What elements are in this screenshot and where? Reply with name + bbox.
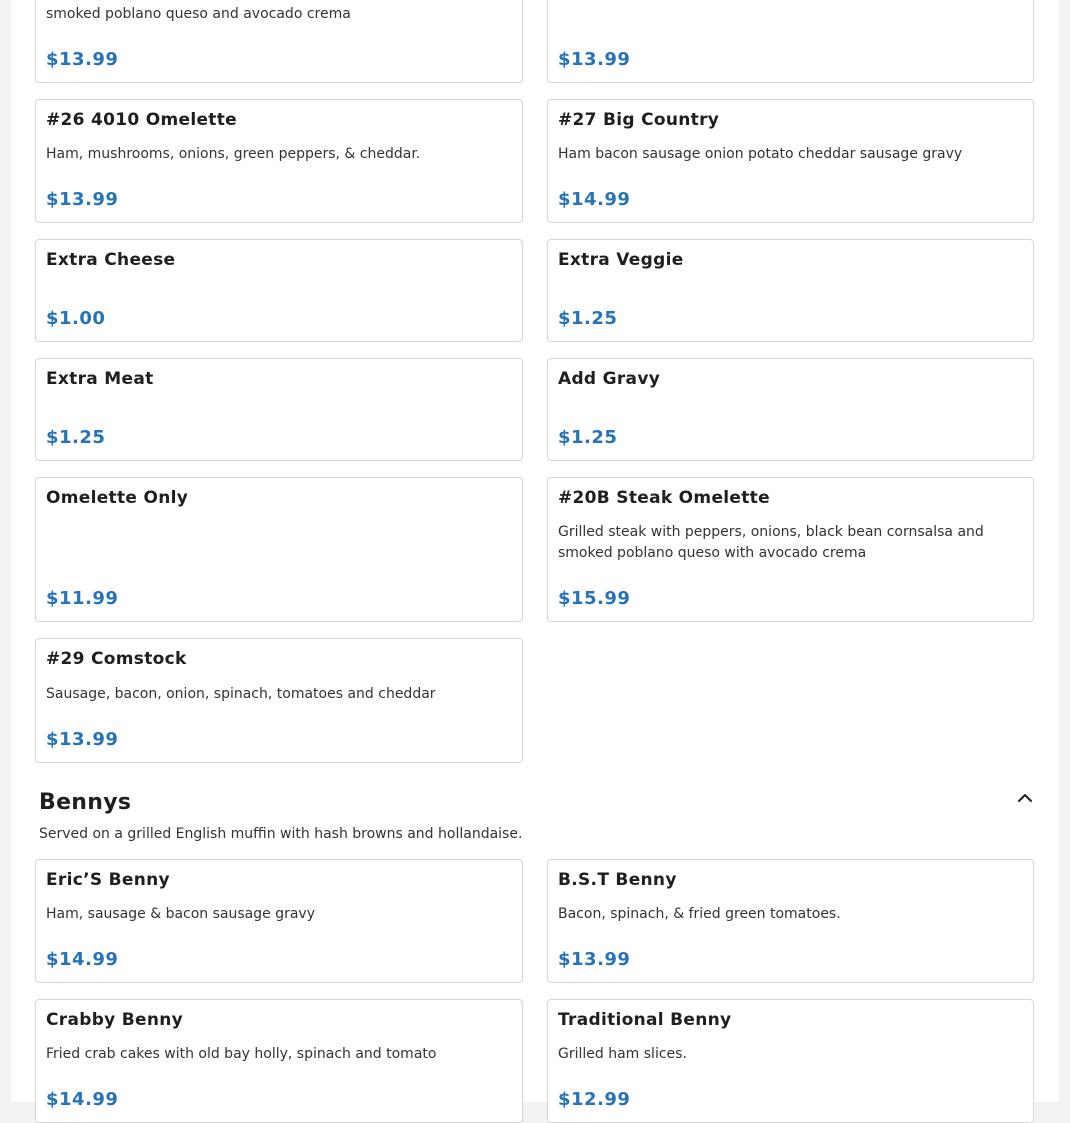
menu-item-price: $13.99 [558, 949, 631, 970]
menu-item-price: $11.99 [46, 588, 119, 609]
menu-item-card[interactable] [35, 638, 523, 763]
menu-item-price: $1.25 [46, 427, 106, 448]
menu-item-card[interactable] [547, 239, 1034, 342]
menu-item-description: Ham bacon sausage onion potato cheddar sausage gravy [558, 146, 963, 162]
menu-item-name: Extra Cheese [46, 250, 176, 270]
menu-item-description: Ham, mushrooms, onions, green peppers, & cheddar. [46, 146, 421, 162]
menu-item-card[interactable] [547, 477, 1034, 622]
menu-page [11, 0, 1059, 1110]
menu-item-card[interactable] [35, 99, 523, 223]
menu-item-card[interactable] [547, 99, 1034, 223]
menu-item-price: $13.99 [46, 189, 119, 210]
menu-item-description: Sausage, bacon, onion, spinach, tomatoes and cheddar [46, 686, 436, 702]
menu-item-price: $12.99 [558, 1089, 631, 1110]
menu-item-name: #29 Comstock [46, 649, 187, 669]
menu-item-description: Bacon, spinach, & fried green tomatoes. [558, 906, 841, 922]
menu-item-card[interactable] [547, 859, 1034, 983]
menu-item-description: Grilled ham slices. [558, 1046, 687, 1062]
menu-item-name: Extra Meat [46, 369, 154, 389]
menu-item-description: Ham, sausage & bacon sausage gravy [46, 906, 315, 922]
menu-item-card[interactable] [35, 999, 523, 1123]
menu-item-card[interactable] [547, 358, 1034, 461]
chevron-up-icon[interactable] [1015, 788, 1035, 808]
menu-item-name: Crabby Benny [46, 1010, 184, 1030]
menu-item-price: $15.99 [558, 588, 631, 609]
menu-item-name: #27 Big Country [558, 110, 720, 130]
menu-item-card[interactable] [547, 0, 1034, 83]
menu-item-name: B.S.T Benny [558, 870, 677, 890]
menu-item-price: $14.99 [558, 189, 631, 210]
menu-item-name: Add Gravy [558, 369, 661, 389]
menu-item-price: $14.99 [46, 1089, 119, 1110]
menu-item-name: Omelette Only [46, 488, 189, 508]
menu-item-price: $1.25 [558, 308, 618, 329]
menu-item-price: $13.99 [558, 49, 631, 70]
menu-item-card[interactable] [35, 859, 523, 983]
menu-item-name: Eric’S Benny [46, 870, 170, 890]
menu-item-card[interactable] [35, 358, 523, 461]
menu-item-name: Extra Veggie [558, 250, 684, 270]
menu-item-name: #26 4010 Omelette [46, 110, 237, 130]
menu-item-card[interactable] [35, 239, 523, 342]
menu-item-price: $14.99 [46, 949, 119, 970]
menu-item-name: Traditional Benny [558, 1010, 732, 1030]
menu-item-card[interactable] [547, 999, 1034, 1123]
menu-item-price: $1.25 [558, 427, 618, 448]
menu-item-price: $13.99 [46, 49, 119, 70]
menu-item-name: #20B Steak Omelette [558, 488, 770, 508]
menu-item-price: $13.99 [46, 729, 119, 750]
section-title: Bennys [39, 790, 132, 815]
menu-item-description: smoked poblano queso and avocado crema [46, 6, 351, 22]
section-subtitle: Served on a grilled English muffin with hash browns and hollandaise. [39, 826, 523, 842]
menu-item-description: Grilled steak with peppers, onions, black bean cornsalsa and smoked poblano queso with avocado crema [558, 524, 984, 561]
menu-item-card[interactable] [35, 0, 523, 83]
menu-item-card[interactable] [35, 477, 523, 622]
menu-item-price: $1.00 [46, 308, 106, 329]
menu-item-description: Fried crab cakes with old bay holly, spinach and tomato [46, 1046, 437, 1062]
